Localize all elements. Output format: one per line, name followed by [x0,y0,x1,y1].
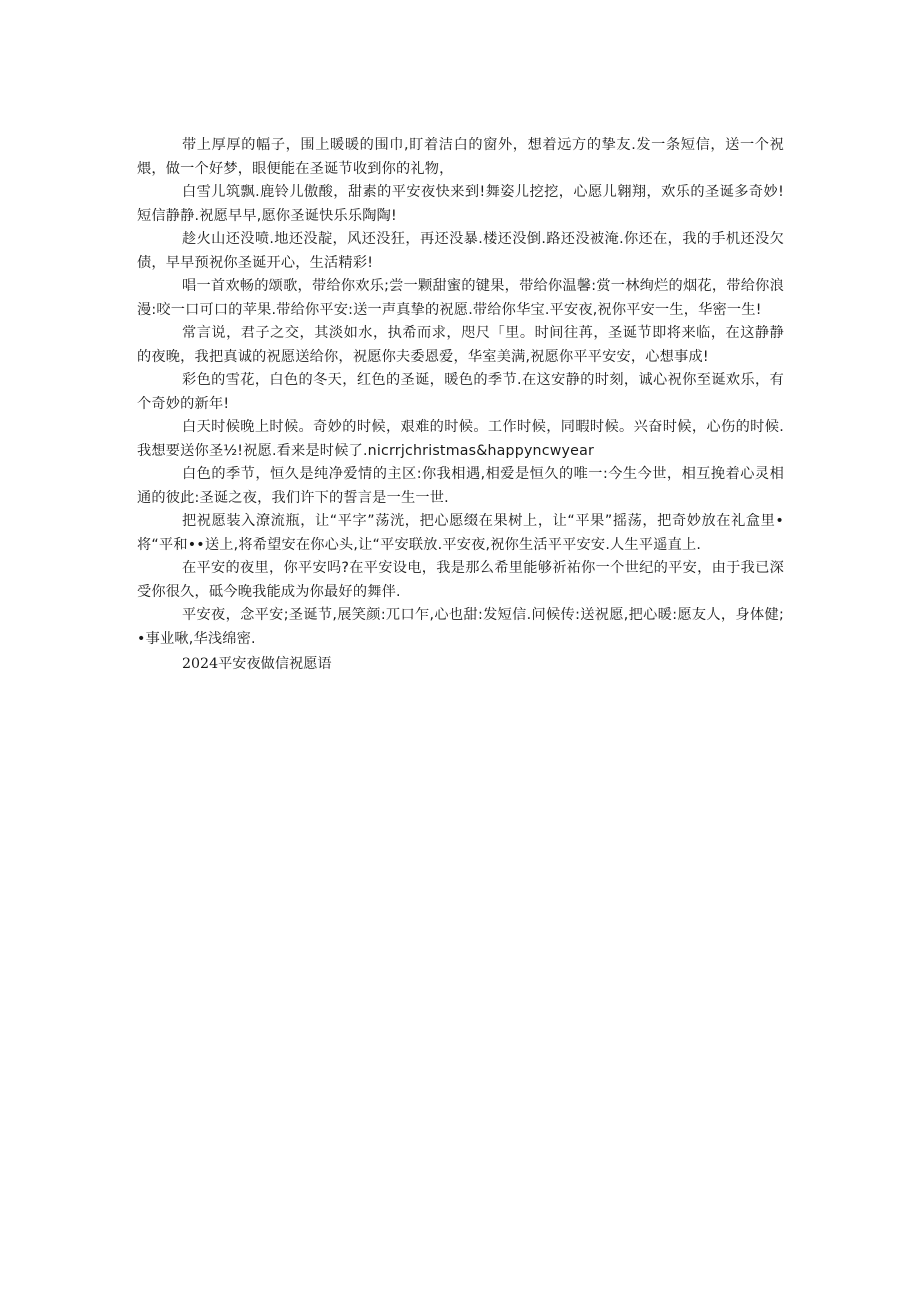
paragraph-8: 白色的季节，恒久是纯净爱情的主区:你我相遇,相爱是恒久的唯一:今生今世，相互挽着心灵相通的彼此:圣诞之夜，我们许下的誓言是一生一世. [137,466,784,506]
paragraph-1: 带上厚厚的幅子，围上暖暖的围巾,盯着洁白的窗外，想着远方的挚友.发一条短信，送一个祝煨，做一个好梦，眼便能在圣诞节收到你的礼物， [137,137,784,177]
paragraph-10: 在平安的夜里，你平安吗?在平安设电，我是那么希里能够祈祐你一个世纪的平安，由于我已深受你很久，砥今晚我能成为你最好的舞伴. [137,560,784,600]
paragraph-9: 把祝愿装入潦流瓶，让“平字”荡洸，把心愿缀在果树上，让“平果”摇荡，把奇妙放在礼盒里•将“平和••送上,将希望安在你心头,让“平安联放.平安夜,祝你生活平平安安.人生平遥直上. [137,513,784,553]
closing-title: 2024平安夜做信祝愿语 [182,656,332,672]
paragraph-2: 白雪儿筑飘.鹿铃儿傲酸，甜素的平安夜快来到!舞姿儿挖挖，心愿儿翱翔，欢乐的圣诞多奇妙!短信静静.祝愿早早,愿你圣诞快乐乐陶陶! [137,184,784,224]
paragraph-6: 彩色的雪花，白色的冬天，红色的圣诞，暖色的季节.在这安静的时刻，诚心祝你至诞欢乐，有个奇妙的新年! [137,372,784,412]
paragraph-11: 平安夜，念平安;圣诞节,展笑颜:兀口乍,心也甜:发短信.问候传:送祝愿,把心暖:愿友人，身体健;•事业啾,华浅绵密. [137,607,784,647]
paragraph-5: 常言说，君子之交，其淡如水，执希而求，咫尺「里。时间往苒，圣诞节即将来临，在这静静的夜晚，我把真诚的祝愿送给你，祝愿你夫委恩爱，华室美满,祝愿你平平安安，心想事成! [137,325,784,365]
paragraph-7: 白天时候晚上时候。奇妙的时候，艰难的时候。工作时候，同暇时候。兴奋时候，心伤的时候.我想要送你圣½!祝愿.看来是时候了.nicrrjchristmas&happyncwyear [137,419,784,459]
paragraph-4: 唱一首欢畅的颂歌，带给你欢乐;尝一颗甜蜜的键果，带给你温馨:赏一林绚烂的烟花，带给你浪漫:咬一口可口的苹果.带给你平安:送一声真挚的祝愿.带给你华宝.平安夜,祝你平安一生，华密一生! [137,278,784,318]
document-body [137,134,784,677]
paragraph-3: 趁火山还没喷.地还没靛，风还没狂，再还没暴.楼还没倒.路还没被淹.你还在，我的手机还没欠债，早早预祝你圣诞开心，生活精彩! [137,231,784,271]
